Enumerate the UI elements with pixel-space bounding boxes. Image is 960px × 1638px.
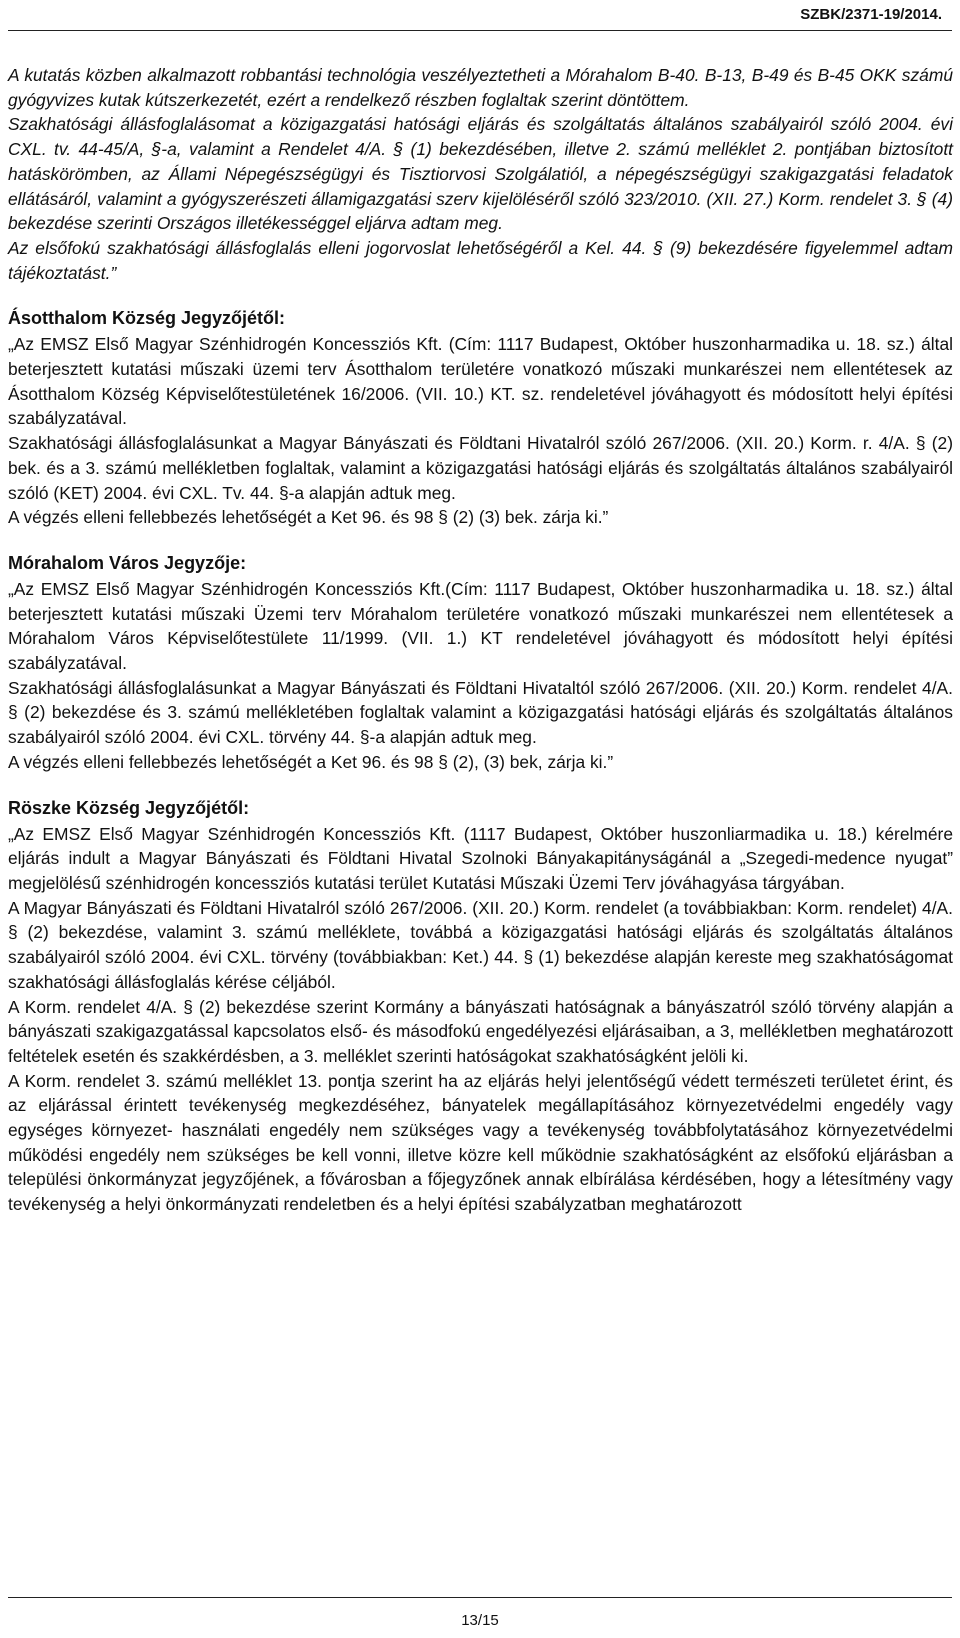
paragraph: A kutatás közben alkalmazott robbantási technológia veszélyeztetheti a Mórahalom B-40. B-13, B-49 és B-45 OKK számú gyógyvizes kutak kútszerkezetét, ezért a rendelkező részben foglaltak szerint döntöttem. [8, 65, 953, 110]
paragraph: A Magyar Bányászati és Földtani Hivatalról szóló 267/2006. (XII. 20.) Korm. rendelet (a továbbiakban: Korm. rendelet) 4/A. § (2) bekezdése, valamint 3. számú melléklete, továbbá a közigazgatási hatósági eljárás és szolgáltatás általános szabályairól szóló 2004. évi CXL. törvény (továbbiakban: Ket.) 44. § (1) bekezdése alapján kereste meg szakhatóságomat szakhatósági állásfoglalás kérése céljából. [8, 897, 953, 992]
section-heading: Ásotthalom Község Jegyzőjétől: [8, 308, 286, 329]
section-heading: Mórahalom Város Jegyzője: [8, 552, 247, 573]
paragraph: A Korm. rendelet 4/A. § (2) bekezdése szerint Kormány a bányászati hatóságnak a bányászatról szóló törvény alapján a bányászati szakigazgatással kapcsolatos első- és másodfokú engedélyezési eljárásaiban, a 3, mellékletben meghatározott feltételek esetén és szakkérdésben, a 3. melléklet szerinti hatóságokat szakhatóságként jelöli ki. [8, 996, 953, 1066]
section-morahalom [8, 549, 953, 775]
paragraph: Szakhatósági állásfoglalásunkat a Magyar Bányászati és Földtani Hivataltól szóló 267/2006. (XII. 20.) Korm. rendelet 4/A. § (2) bekezdése és 3. számú mellékletében foglaltak valamint a közigazgatási hatósági eljárás és szolgáltatás általános szabályairól szóló 2004. évi CXL. törvény 44. §-a alapján adtuk meg. [8, 677, 953, 748]
section-asotthalom [8, 304, 953, 530]
paragraph: „Az EMSZ Első Magyar Szénhidrogén Koncessziós Kft. (1117 Budapest, Október huszonliarmadika u. 18.) kérelmére eljárás indult a Magyar Bányászati és Földtani Hivatal Szolnoki Bányakapitányságánál a „Szegedi-medence nyugat” megjelölésű szénhidrogén koncessziós kutatási terület Kutatási Műszaki Üzemi Terv jóváhagyása tárgyában. [8, 823, 953, 893]
header-rule [8, 30, 952, 31]
paragraph: A végzés elleni fellebbezés lehetőségét a Ket 96. és 98 § (2), (3) bek, zárja ki.” [8, 751, 614, 772]
page-number: 13/15 [461, 1612, 499, 1629]
paragraph: Szakhatósági állásfoglalásomat a közigazgatási hatósági eljárás és szolgáltatás általános szabályairól szóló 2004. évi CXL. tv. 44-45/A, §-a, valamint a Rendelet 4/A. § (1) bekezdésében, illetve 2. számú melléklet 2. pontjában biztosított hatáskörömben, az Állami Népegészségügyi és Tisztiorvosi Szolgálatiól, a népegészségügyi szakigazgatási feladatok ellátásáról, valamint a gyógyszerészeti államigazgatási szerv kijelöléséről szóló 323/2010. (XII. 27.) Korm. rendelet 3. § (4) bekezdése szerinti Országos illetékességgel eljárva adtam meg. [8, 114, 953, 234]
section-roszke [8, 794, 953, 1217]
document-reference-number: SZBK/2371-19/2014. [800, 6, 942, 23]
paragraph: „Az EMSZ Első Magyar Szénhidrogén Koncessziós Kft. (Cím: 1117 Budapest, Október huszonharmadika u. 18. sz.) által beterjesztett kutatási műszaki üzemi terv Ásotthalom területére vonatkozó műszaki munkarészei nem ellentétesek az Ásotthalom Község Képviselőtestületének 16/2006. (VII. 10.) KT. sz. rendeletével jóváhagyott és módosított helyi építési szabályzatával. [8, 334, 953, 429]
paragraph: A Korm. rendelet 3. számú melléklet 13. pontja szerint ha az eljárás helyi jelentőségű védett természeti területet érint, és az eljárással érintett tevékenység megkezdéséhez, bányatelek megállapításához környezetvédelmi engedély vagy egységes környezet- használati engedély nem szükséges vagy a tevékenység továbbfolytatásához környezetvédelmi működési engedély nem szükséges be kell vonni, illetve közre kell működnie szakhatóságként az elsőfokú eljárásban a települési önkormányzat jegyzőjének, a fővárosban a főjegyzőnek annak elbírálása kérdésében, hogy a létesítmény vagy tevékenység a helyi önkormányzati rendeletben és a helyi építési szabályzatban meghatározott [8, 1070, 953, 1215]
section-heading: Röszke Község Jegyzőjétől: [8, 797, 250, 818]
paragraph: „Az EMSZ Első Magyar Szénhidrogén Koncessziós Kft.(Cím: 1117 Budapest, Október huszonharmadika u. 18. sz.) által beterjesztett kutatási műszaki Üzemi terv Mórahalom területére vonatkozó műszaki munkarészei nem ellentétesek a Mórahalom Város Képviselőtestülete 11/1999. (VII. 1.) KT rendeletével jóváhagyott és módosított helyi építési szabályzatával. [8, 578, 953, 674]
footer-rule [8, 1597, 952, 1598]
document-body [8, 63, 953, 1217]
paragraph: Szakhatósági állásfoglalásunkat a Magyar Bányászati és Földtani Hivatalról szóló 267/2006. (XII. 20.) Korm. r. 4/A. § (2) bek. és a 3. számú mellékletben foglaltak, valamint a közigazgatási hatósági eljárás és szolgáltatás általános szabályairól szóló (KET) 2004. évi CXL. Tv. 44. §-a alapján adtuk meg. [8, 433, 953, 503]
paragraph: Az elsőfokú szakhatósági állásfoglalás elleni jogorvoslat lehetőségéről a Kel. 44. § (9) bekezdésére figyelemmel adtam tájékoztatást.” [8, 237, 953, 283]
paragraph: A végzés elleni fellebbezés lehetőségét a Ket 96. és 98 § (2) (3) bek. zárja ki.” [8, 507, 609, 528]
section-ntsz-decision [8, 63, 953, 285]
